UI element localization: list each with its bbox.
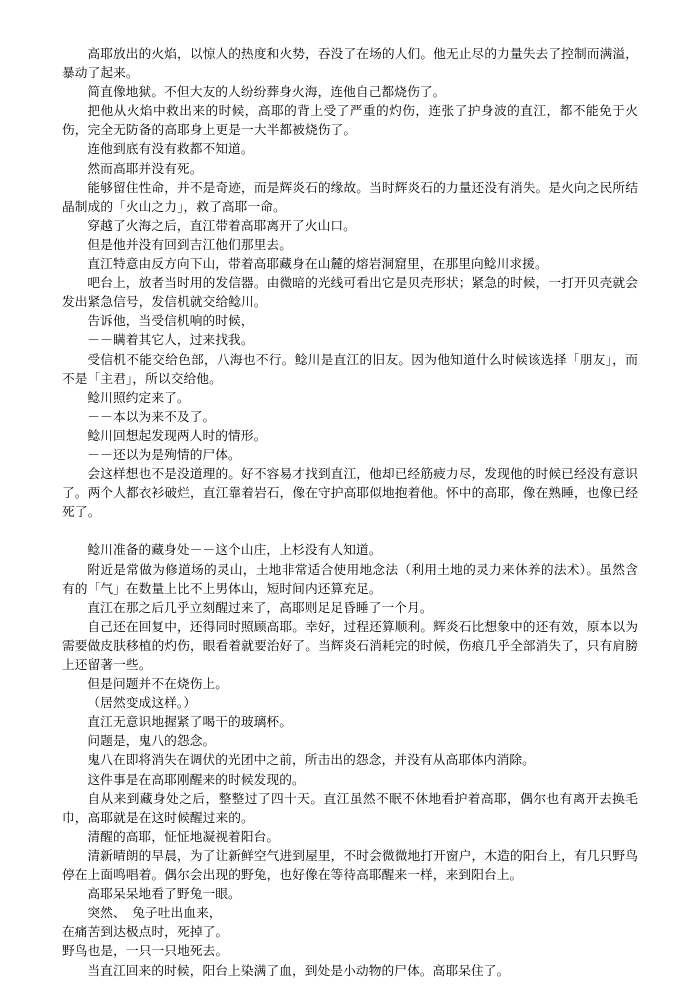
paragraph: 穿越了火海之后，直江带着高耶离开了火山口。 xyxy=(87,217,356,233)
paragraph: 高耶呆呆地看了野兔一眼。 xyxy=(87,886,241,902)
paragraph: 吧台上，放者当时用的发信器。由微暗的光线可看出它是贝壳形状；紧急的时候，一打开贝壳就会发出紧急信号，发信机就交给鲶川。 xyxy=(62,275,638,310)
document-body xyxy=(62,44,638,980)
paragraph: （居然变成这样。） xyxy=(87,695,197,711)
paragraph: 直江特意由反方向下山，带着高耶藏身在山麓的熔岩洞窟里，在那里向鲶川求援。 xyxy=(87,256,548,272)
paragraph: 鲶川照约定来了。 xyxy=(87,389,190,405)
paragraph: 告诉他，当受信机响的时候， xyxy=(87,313,254,329)
paragraph: 但是他并没有回到吉江他们那里去。 xyxy=(87,236,292,252)
paragraph: 连他到底有没有救都不知道。 xyxy=(87,141,254,157)
paragraph: 当直江回来的时候，阳台上染满了血，到处是小动物的尸体。高耶呆住了。 xyxy=(87,962,510,978)
paragraph: 然而高耶并没有死。 xyxy=(87,160,203,176)
paragraph: 鲶川回想起发现两人时的情形。 xyxy=(87,427,267,443)
paragraph: 把他从火焰中救出来的时候，高耶的背上受了严重的灼伤，连张了护身波的直江，都不能免于火伤，完全无防备的高耶身上更是一大半都被烧伤了。 xyxy=(62,103,638,138)
paragraph: 鬼八在即将消失在调伏的光团中之前，所击出的怨念，并没有从高耶体内消除。 xyxy=(87,752,535,768)
paragraph: 直江在那之后几乎立刻醒过来了，高耶则足足昏睡了一个月。 xyxy=(87,599,433,615)
paragraph: －－本以为来不及了。 xyxy=(87,408,216,424)
paragraph: －－还以为是殉情的尸体。 xyxy=(87,446,241,462)
paragraph: 突然、 兔子吐出血来， xyxy=(87,905,222,921)
paragraph: 受信机不能交给色部，八海也不行。鲶川是直江的旧友。因为他知道什么时候该选择「朋友」，而不是「主君」，所以交给他。 xyxy=(62,351,638,386)
paragraph: 野鸟也是，一只一只地死去。 xyxy=(62,943,229,959)
paragraph: 能够留住性命，并不是奇迹，而是辉炎石的缘故。当时辉炎石的力量还没有消失。是火向之民所结晶制成的「火山之力」，救了高耶一命。 xyxy=(62,179,638,214)
paragraph: 自己还在回复中，还得同时照顾高耶。幸好，过程还算顺利。辉炎石比想象中的还有效，原本以为需要做皮肤移植的灼伤，眼看着就要治好了。当辉炎石消耗完的时候，伤痕几乎全部消失了，只有肩膀上还留著一些。 xyxy=(62,618,638,672)
paragraph-spacer xyxy=(62,521,638,540)
paragraph: 清新晴朗的早晨，为了让新鲜空气进到屋里，不时会微微地打开窗户，木造的阳台上，有几只野鸟停在上面鸣唱着。偶尔会出现的野兔，也好像在等待高耶醒来一样，来到阳台上。 xyxy=(62,847,638,883)
paragraph: 这件事是在高耶刚醒来的时候发现的。 xyxy=(87,771,305,787)
paragraph: 简直像地狱。不但大友的人纷纷葬身火海，连他自己都烧伤了。 xyxy=(87,84,446,100)
paragraph: 高耶放出的火焰，以惊人的热度和火势，吞没了在场的人们。他无止尽的力量失去了控制而满溢，暴动了起来。 xyxy=(62,46,638,81)
paragraph: 在痛苦到达极点时，死掉了。 xyxy=(62,924,229,940)
paragraph: 会这样想也不是没道理的。好不容易才找到直江，他却已经筋疲力尽，发现他的时候已经没有意识了。两个人都衣衫破烂，直江靠着岩石，像在守护高耶似地抱着他。怀中的高耶，像在熟睡，也像已经死了。 xyxy=(62,466,638,520)
paragraph: 问题是，鬼八的怨念。 xyxy=(87,733,216,749)
paragraph: 附近是常做为修道场的灵山，土地非常适合使用地念法（利用土地的灵力来休养的法术）。虽然含有的「气」在数量上比不上男体山，短时间内还算充足。 xyxy=(62,561,638,596)
paragraph: －－瞒着其它人，过来找我。 xyxy=(87,332,254,348)
paragraph: 清醒的高耶，怔怔地凝视着阳台。 xyxy=(87,828,280,844)
paragraph: 自从来到藏身处之后，整整过了四十天。直江虽然不眠不休地看护着高耶，偶尔也有离开去换毛巾，高耶就是在这时候醒过来的。 xyxy=(62,790,638,825)
paragraph: 直江无意识地握紧了喝干的玻璃杯。 xyxy=(87,714,292,730)
paragraph: 鲶川准备的藏身处－－这个山庄，上杉没有人知道。 xyxy=(87,542,382,558)
paragraph: 但是问题并不在烧伤上。 xyxy=(87,676,229,692)
